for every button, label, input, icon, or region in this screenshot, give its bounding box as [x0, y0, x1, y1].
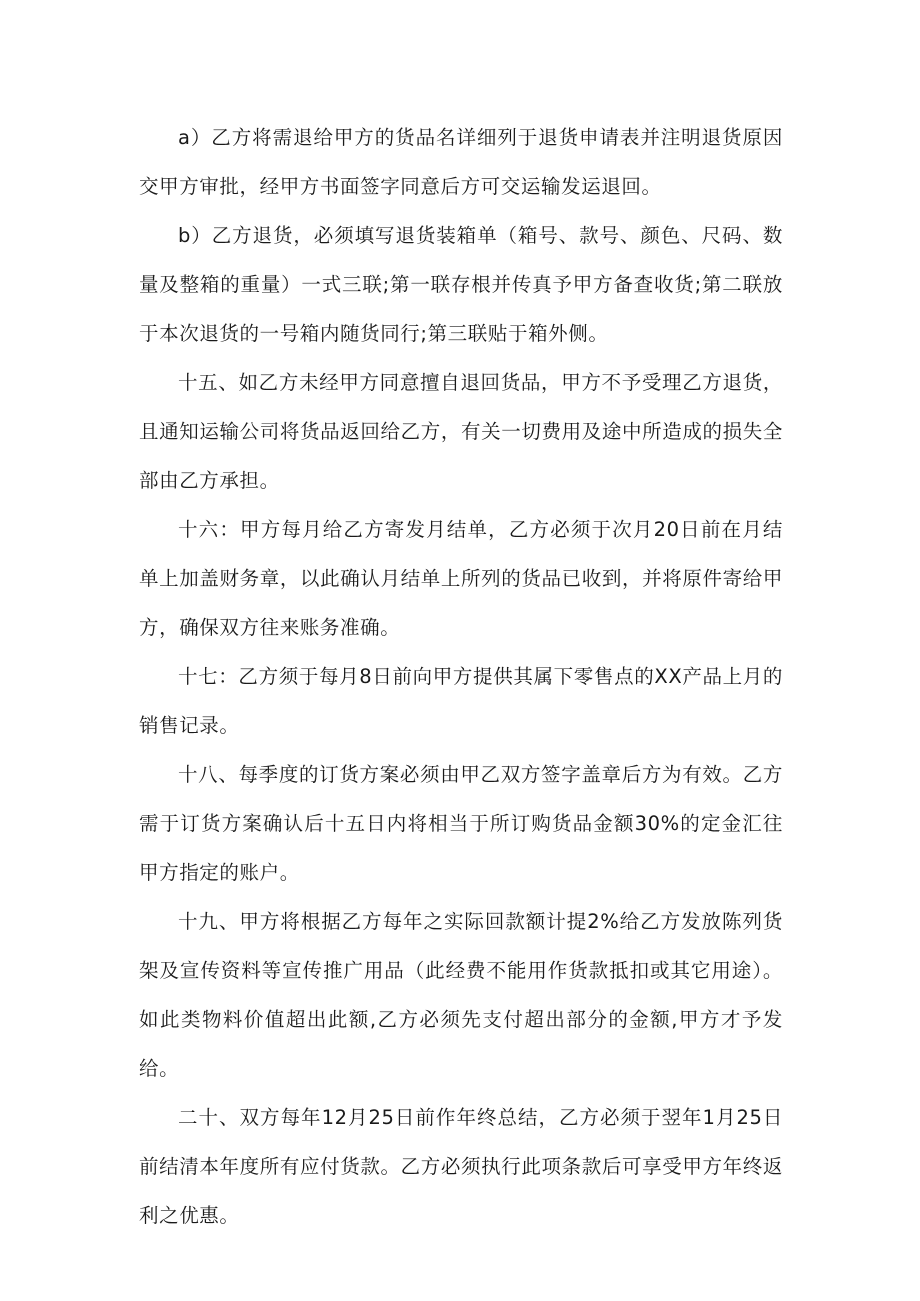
paragraph-return-packing: b）乙方退货，必须填写退货装箱单（箱号、款号、颜色、尺码、数量及整箱的重量）一式三联;第一联存根并传真予甲方备查收货;第二联放于本次退货的一号箱内随货同行;第三联贴于箱外侧。 [139, 224, 783, 345]
paragraph-clause-15: 十五、如乙方未经甲方同意擅自退回货品，甲方不予受理乙方退货，且通知运输公司将货品返回给乙方，有关一切费用及途中所造成的损失全部由乙方承担。 [139, 371, 783, 492]
paragraph-clause-16: 十六：甲方每月给乙方寄发月结单，乙方必须于次月20日前在月结单上加盖财务章，以此确认月结单上所列的货品已收到，并将原件寄给甲方，确保双方往来账务准确。 [139, 518, 783, 639]
document-body [139, 113, 783, 1240]
paragraph-clause-19: 十九、甲方将根据乙方每年之实际回款额计提2%给乙方发放陈列货架及宣传资料等宣传推广用品（此经费不能用作货款抵扣或其它用途）。如此类物料价值超出此额,乙方必须先支付超出部分的金额,甲方才予发给。 [139, 910, 783, 1080]
paragraph-return-list: a）乙方将需退给甲方的货品名详细列于退货申请表并注明退货原因交甲方审批，经甲方书面签字同意后方可交运输发运退回。 [139, 126, 783, 198]
paragraph-clause-18: 十八、每季度的订货方案必须由甲乙双方签字盖章后方为有效。乙方需于订货方案确认后十五日内将相当于所订购货品金额30%的定金汇往甲方指定的账户。 [139, 763, 783, 884]
paragraph-clause-20: 二十、双方每年12月25日前作年终总结，乙方必须于翌年1月25日前结清本年度所有应付货款。乙方必须执行此项条款后可享受甲方年终返利之优惠。 [139, 1106, 783, 1227]
paragraph-clause-17: 十七：乙方须于每月8日前向甲方提供其属下零售点的XX产品上月的销售记录。 [139, 665, 783, 737]
